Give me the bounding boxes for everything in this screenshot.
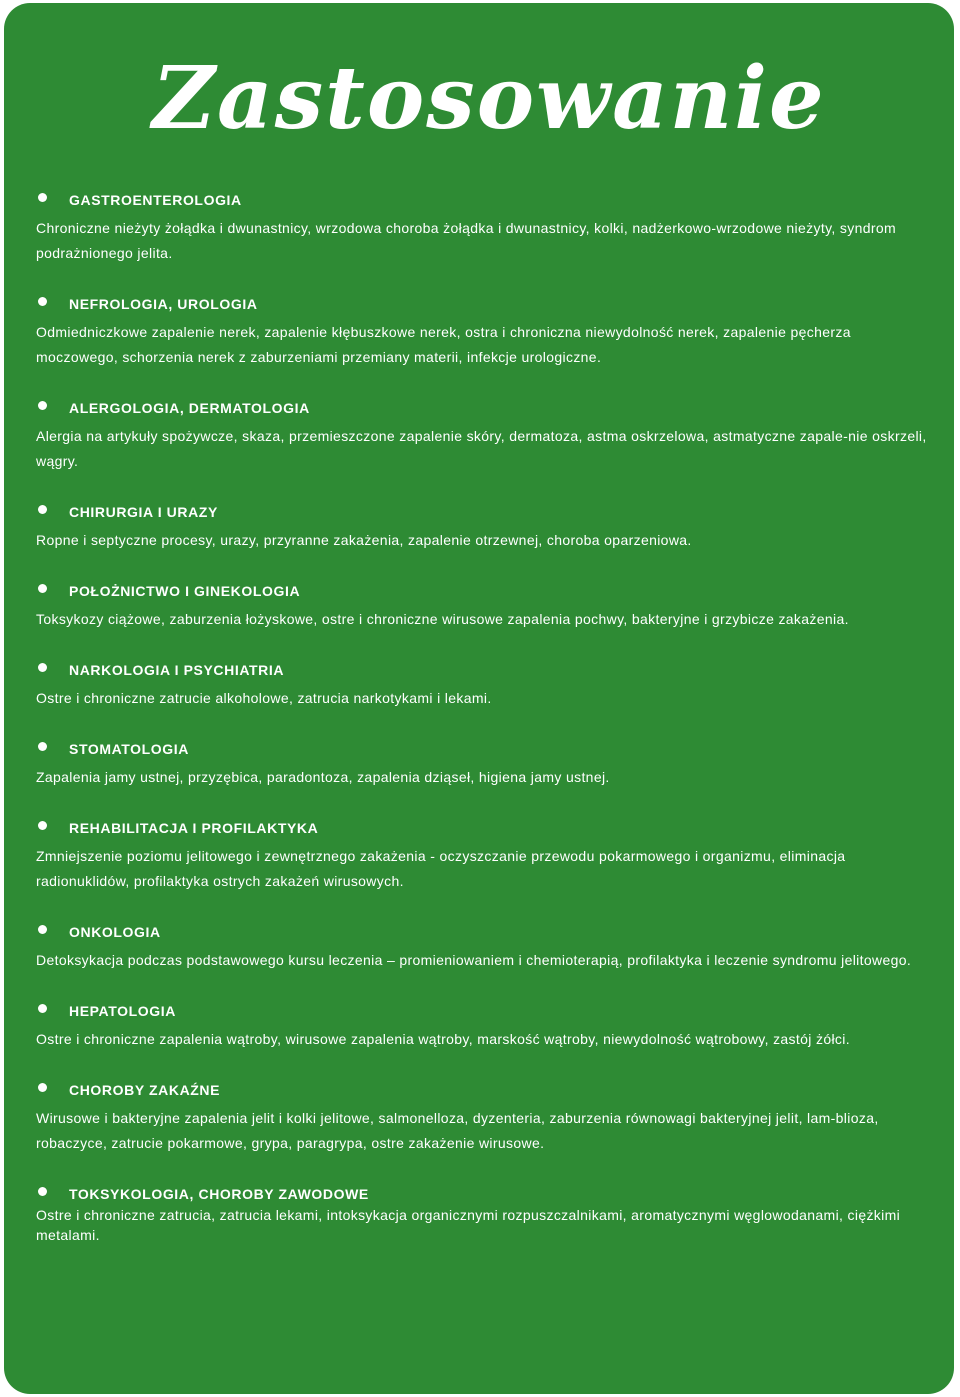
bullet-icon bbox=[38, 584, 47, 593]
section-heading-row bbox=[36, 397, 936, 419]
bullet-icon bbox=[38, 1004, 47, 1013]
section-heading: CHOROBY ZAKAŹNE bbox=[69, 1082, 221, 1098]
bullet-icon bbox=[38, 663, 47, 672]
content-panel bbox=[4, 3, 954, 1394]
section-stomatologia bbox=[36, 738, 936, 790]
section-poloznictwo bbox=[36, 580, 936, 632]
section-heading-row bbox=[36, 738, 936, 760]
section-text: Ostre i chroniczne zatrucia, zatrucia lekami, intoksykacja organicznymi rozpuszczalnikami, aromatycznymi węglowodanami, ciężkimi metalami. bbox=[36, 1207, 901, 1243]
section-heading-row bbox=[36, 1183, 936, 1205]
section-text: Chroniczne nieżyty żołądka i dwunastnicy, wrzodowa choroba żołądka i dwunastnicy, kolki, nadżerkowo-wrzodowe nieżyty, syndrom podrażnionego jelita. bbox=[36, 220, 897, 261]
section-heading-row bbox=[36, 501, 936, 523]
section-heading: NEFROLOGIA, UROLOGIA bbox=[69, 296, 258, 312]
section-text: Ropne i septyczne procesy, urazy, przyranne zakażenia, zapalenie otrzewnej, choroba oparzeniowa. bbox=[36, 532, 692, 548]
section-onkologia bbox=[36, 921, 936, 973]
section-heading-row bbox=[36, 1000, 936, 1022]
section-alergologia bbox=[36, 397, 936, 474]
section-heading-row bbox=[36, 580, 936, 602]
section-text: Ostre i chroniczne zapalenia wątroby, wirusowe zapalenia wątroby, marskość wątroby, niewydolność wątrobowy, zastój żółci. bbox=[36, 1031, 850, 1047]
section-heading-row bbox=[36, 189, 936, 211]
section-heading: REHABILITACJA I PROFILAKTYKA bbox=[69, 820, 319, 836]
section-text: Detoksykacja podczas podstawowego kursu leczenia – promieniowaniem i chemioterapią, profilaktyka i leczenie syndromu jelitowego. bbox=[36, 952, 912, 968]
section-text: Odmiedniczkowe zapalenie nerek, zapalenie kłębuszkowe nerek, ostra i chroniczna niewydolność nerek, zapalenie pęcherza moczowego, schorzenia nerek z zaburzeniami przemiany materii, infekcje urologiczne. bbox=[36, 324, 851, 365]
bullet-icon bbox=[38, 821, 47, 830]
section-heading-row bbox=[36, 817, 936, 839]
bullet-icon bbox=[38, 401, 47, 410]
section-heading: STOMATOLOGIA bbox=[69, 741, 189, 757]
section-heading-row bbox=[36, 1079, 936, 1101]
section-text: Toksykozy ciążowe, zaburzenia łożyskowe, ostre i chroniczne wirusowe zapalenia pochwy, bakteryjne i grzybicze zakażenia. bbox=[36, 611, 849, 627]
bullet-icon bbox=[38, 193, 47, 202]
section-rehabilitacja bbox=[36, 817, 936, 894]
section-heading: GASTROENTEROLOGIA bbox=[69, 192, 242, 208]
section-nefrologia bbox=[36, 293, 936, 370]
section-chirurgia bbox=[36, 501, 936, 553]
section-heading: CHIRURGIA I URAZY bbox=[69, 504, 218, 520]
section-toksykologia bbox=[36, 1183, 936, 1245]
indications-list bbox=[36, 189, 936, 1245]
section-text: Zapalenia jamy ustnej, przyzębica, paradontoza, zapalenia dziąseł, higiena jamy ustnej. bbox=[36, 769, 610, 785]
section-text: Zmniejszenie poziomu jelitowego i zewnętrznego zakażenia - oczyszczanie przewodu pokarmowego i organizmu, eliminacja radionuklidów, profilaktyka ostrych zakażeń wirusowych. bbox=[36, 848, 846, 889]
section-heading: POŁOŻNICTWO I GINEKOLOGIA bbox=[69, 583, 301, 599]
section-heading: HEPATOLOGIA bbox=[69, 1003, 176, 1019]
bullet-icon bbox=[38, 1187, 47, 1196]
section-text: Ostre i chroniczne zatrucie alkoholowe, zatrucia narkotykami i lekami. bbox=[36, 690, 492, 706]
section-heading: NARKOLOGIA I PSYCHIATRIA bbox=[69, 662, 285, 678]
section-choroby-zakazne bbox=[36, 1079, 936, 1156]
section-heading: ALERGOLOGIA, DERMATOLOGIA bbox=[69, 400, 310, 416]
section-heading-row bbox=[36, 293, 936, 315]
section-text: Wirusowe i bakteryjne zapalenia jelit i kolki jelitowe, salmonelloza, dyzenteria, zaburzenia równowagi bakteryjnej jelit, lam-blioza, robaczyce, zatrucie pokarmowe, grypa, paragrypa, ostre zakażenie wirusowe. bbox=[36, 1110, 879, 1151]
section-hepatologia bbox=[36, 1000, 936, 1052]
section-gastroenterologia bbox=[36, 189, 936, 266]
bullet-icon bbox=[38, 1083, 47, 1092]
section-text: Alergia na artykuły spożywcze, skaza, przemieszczone zapalenie skóry, dermatoza, astma oskrzelowa, astmatyczne zapale-nie oskrzeli, wągry. bbox=[36, 428, 927, 469]
section-heading: ONKOLOGIA bbox=[69, 924, 161, 940]
bullet-icon bbox=[38, 505, 47, 514]
section-heading-row bbox=[36, 659, 936, 681]
section-heading: TOKSYKOLOGIA, CHOROBY ZAWODOWE bbox=[69, 1186, 369, 1202]
page-title: Zastosowanie bbox=[152, 48, 826, 149]
section-narkologia bbox=[36, 659, 936, 711]
bullet-icon bbox=[38, 297, 47, 306]
section-heading-row bbox=[36, 921, 936, 943]
bullet-icon bbox=[38, 742, 47, 751]
bullet-icon bbox=[38, 925, 47, 934]
